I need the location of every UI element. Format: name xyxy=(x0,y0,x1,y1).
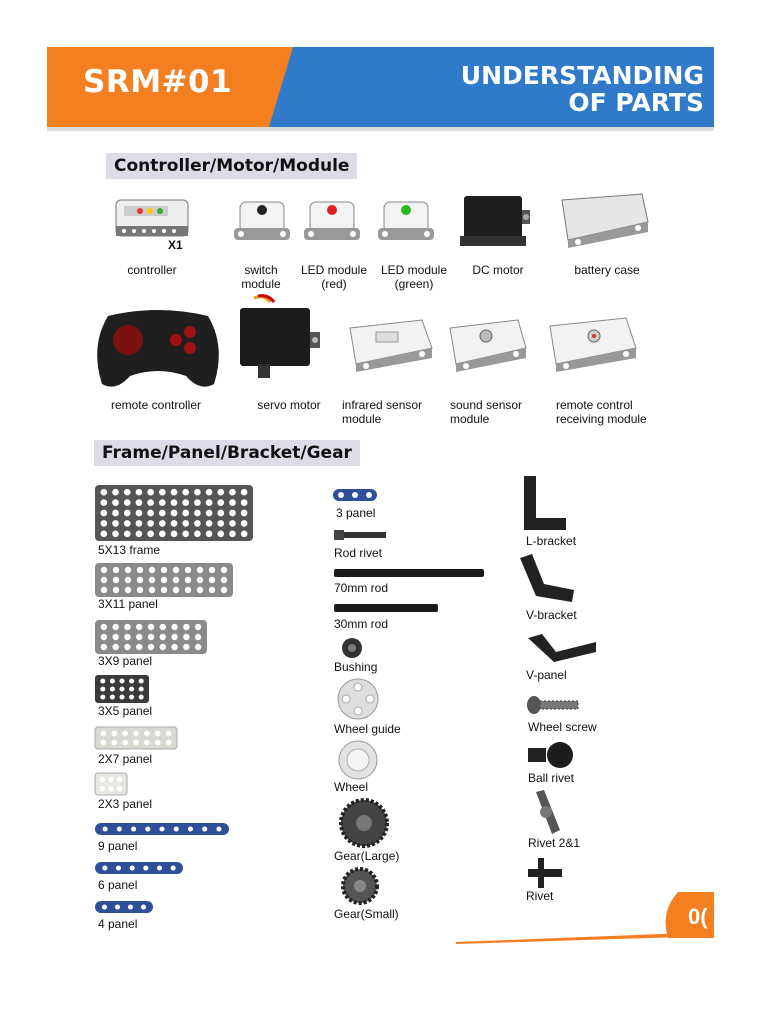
part-label: 9 panel xyxy=(98,839,138,853)
rod-rivet-image xyxy=(334,528,390,542)
gear-small-image xyxy=(340,866,380,906)
panel-hole xyxy=(161,567,167,573)
panel-hole xyxy=(182,510,189,517)
panel-hole xyxy=(128,904,133,909)
label-line: remote control xyxy=(556,398,633,412)
panel-hole xyxy=(124,520,131,527)
panel-hole xyxy=(194,530,201,537)
panel-hole xyxy=(112,624,118,630)
panel-hole xyxy=(101,740,107,746)
part-label: 3X9 panel xyxy=(98,654,153,668)
frame-5x13-image xyxy=(94,484,254,542)
panel-hole xyxy=(182,530,189,537)
panel-hole xyxy=(206,510,213,517)
panel-hole xyxy=(139,678,144,683)
panel-hole xyxy=(182,520,189,527)
panel-hole xyxy=(101,567,107,573)
led-module-red-label xyxy=(297,263,371,291)
part-label: Ball rivet xyxy=(528,771,575,785)
panel-hole xyxy=(194,499,201,506)
panel-hole xyxy=(101,520,108,527)
panel-hole xyxy=(155,740,161,746)
panel-hole xyxy=(173,577,179,583)
lesson-code: SRM#01 xyxy=(83,64,233,100)
panel-hole xyxy=(174,826,179,831)
panel-hole xyxy=(124,644,130,650)
panel-hole xyxy=(241,520,248,527)
panel-3-image xyxy=(332,488,378,502)
panel-hole xyxy=(149,567,155,573)
part-label: Rivet 2&1 xyxy=(528,836,581,850)
part-label: 2X7 panel xyxy=(98,752,153,766)
panel-hole xyxy=(209,577,215,583)
panel-hole xyxy=(229,530,236,537)
panel-hole xyxy=(194,510,201,517)
panel-hole xyxy=(101,530,108,537)
servo-motor-image xyxy=(234,294,330,384)
panel-hole xyxy=(149,577,155,583)
panel-hole xyxy=(217,499,224,506)
part-label: 2X3 panel xyxy=(98,797,153,811)
panel-hole xyxy=(145,826,150,831)
panel-hole xyxy=(160,644,166,650)
v-panel-image xyxy=(526,632,598,664)
panel-hole xyxy=(195,624,201,630)
panel-hole xyxy=(217,510,224,517)
panel-hole xyxy=(221,577,227,583)
panel-hole xyxy=(183,624,189,630)
panel-hole xyxy=(159,499,166,506)
panel-hole xyxy=(217,530,224,537)
panel-hole xyxy=(112,489,119,496)
panel-hole xyxy=(133,740,139,746)
panel-hole xyxy=(119,694,124,699)
panel-hole xyxy=(241,530,248,537)
panel-hole xyxy=(139,694,144,699)
panel-hole xyxy=(159,489,166,496)
panel-hole xyxy=(101,624,107,630)
panel-hole xyxy=(110,686,115,691)
panel-hole xyxy=(171,530,178,537)
rivet-2and1-image xyxy=(530,790,564,836)
battery-case-image xyxy=(548,192,652,250)
remote-controller-image xyxy=(90,306,226,392)
panel-3x5-image xyxy=(94,674,150,704)
part-label: Rod rivet xyxy=(334,546,383,560)
switch-module-image xyxy=(232,198,292,244)
part-label: Bushing xyxy=(334,660,378,674)
part-label: 3X5 panel xyxy=(98,704,153,718)
panel-hole xyxy=(115,904,120,909)
panel-hole xyxy=(101,587,107,593)
panel-2x7-image xyxy=(94,726,178,750)
label-line: LED module xyxy=(380,263,448,277)
part-label: 3X11 panel xyxy=(98,597,158,611)
panel-hole xyxy=(101,499,108,506)
panel-hole xyxy=(229,510,236,517)
wheel-screw-image xyxy=(526,694,582,716)
panel-hole xyxy=(229,499,236,506)
panel-hole xyxy=(137,577,143,583)
label-line: module xyxy=(241,277,281,291)
infrared-sensor-module-label xyxy=(342,398,442,426)
panel-hole xyxy=(117,786,123,792)
panel-hole xyxy=(221,587,227,593)
panel-hole xyxy=(136,644,142,650)
panel-hole xyxy=(147,530,154,537)
panel-hole xyxy=(194,520,201,527)
panel-hole xyxy=(125,567,131,573)
panel-hole xyxy=(197,577,203,583)
panel-hole xyxy=(110,694,115,699)
panel-hole xyxy=(112,510,119,517)
panel-hole xyxy=(119,678,124,683)
panel-hole xyxy=(241,489,248,496)
panel-hole xyxy=(124,634,130,640)
panel-hole xyxy=(112,634,118,640)
panel-hole xyxy=(124,530,131,537)
part-label: 4 panel xyxy=(98,917,138,931)
panel-hole xyxy=(185,567,191,573)
panel-hole xyxy=(125,577,131,583)
label-line: sound sensor xyxy=(450,398,523,412)
panel-hole xyxy=(101,634,107,640)
panel-hole xyxy=(131,826,136,831)
panel-hole xyxy=(221,567,227,573)
label-line: (green) xyxy=(394,277,434,291)
panel-hole xyxy=(101,510,108,517)
panel-hole xyxy=(171,624,177,630)
panel-hole xyxy=(241,510,248,517)
ball-rivet-image xyxy=(528,740,574,770)
panel-hole xyxy=(216,826,221,831)
panel-hole xyxy=(144,731,150,737)
panel-hole xyxy=(119,686,124,691)
part-label: 3 panel xyxy=(336,506,376,520)
wheel-guide-image xyxy=(336,678,380,720)
label-line: module xyxy=(342,412,382,426)
panel-hole xyxy=(202,826,207,831)
header-banner xyxy=(47,47,714,127)
panel-hole xyxy=(147,520,154,527)
panel-hole xyxy=(112,499,119,506)
panel-hole xyxy=(100,686,105,691)
part-label: Gear(Large) xyxy=(334,849,400,863)
panel-hole xyxy=(206,530,213,537)
remote-receiving-module-image xyxy=(544,312,642,376)
panel-hole xyxy=(159,510,166,517)
panel-hole xyxy=(160,624,166,630)
panel-hole xyxy=(136,634,142,640)
panel-hole xyxy=(112,520,119,527)
panel-hole xyxy=(241,499,248,506)
panel-hole xyxy=(111,731,117,737)
panel-hole xyxy=(133,731,139,737)
panel-hole xyxy=(136,489,143,496)
part-label: Wheel screw xyxy=(528,720,597,734)
panel-hole xyxy=(124,624,130,630)
panel-hole xyxy=(124,489,131,496)
panel-hole xyxy=(197,567,203,573)
rivet-image xyxy=(528,858,562,888)
panel-hole xyxy=(147,489,154,496)
panel-hole xyxy=(113,587,119,593)
panel-3x11-image xyxy=(94,562,234,598)
panel-hole xyxy=(182,499,189,506)
panel-hole xyxy=(116,865,121,870)
panel-hole xyxy=(122,731,128,737)
panel-hole xyxy=(125,587,131,593)
gear-large-image xyxy=(336,798,392,848)
panel-4-image xyxy=(94,900,154,914)
panel-hole xyxy=(185,587,191,593)
label-line: receiving module xyxy=(556,412,647,426)
panel-hole xyxy=(229,489,236,496)
part-label: 5X13 frame xyxy=(98,543,161,557)
panel-hole xyxy=(155,731,161,737)
battery-case-label: battery case xyxy=(574,263,640,277)
led-module-red-image xyxy=(302,198,362,244)
panel-hole xyxy=(101,644,107,650)
panel-hole xyxy=(112,644,118,650)
part-label: 30mm rod xyxy=(334,617,389,631)
panel-hole xyxy=(195,644,201,650)
part-label: 70mm rod xyxy=(334,581,389,595)
panel-hole xyxy=(159,530,166,537)
panel-hole xyxy=(209,567,215,573)
panel-hole xyxy=(113,567,119,573)
panel-hole xyxy=(171,510,178,517)
part-label: V-panel xyxy=(526,668,567,682)
panel-hole xyxy=(102,904,107,909)
page-title xyxy=(461,62,704,116)
panel-hole xyxy=(100,786,106,792)
rod-30mm-image xyxy=(334,603,438,613)
panel-hole xyxy=(171,865,176,870)
part-label: Wheel guide xyxy=(334,722,401,736)
panel-hole xyxy=(194,489,201,496)
panel-9-image xyxy=(94,822,230,836)
led-module-green-label xyxy=(376,263,452,291)
led-module-green-image xyxy=(376,198,436,244)
panel-hole xyxy=(102,865,107,870)
label-line: infrared sensor xyxy=(342,398,423,412)
panel-hole xyxy=(171,644,177,650)
panel-hole xyxy=(185,577,191,583)
panel-hole xyxy=(129,678,134,683)
title-line-2: OF PARTS xyxy=(568,88,704,117)
panel-hole xyxy=(100,678,105,683)
panel-hole xyxy=(171,499,178,506)
panel-hole xyxy=(108,777,114,783)
panel-hole xyxy=(159,520,166,527)
panel-6-image xyxy=(94,861,184,875)
panel-hole xyxy=(148,624,154,630)
panel-hole xyxy=(139,686,144,691)
section-title-controllers: Controller/Motor/Module xyxy=(106,153,357,179)
panel-hole xyxy=(147,499,154,506)
servo-motor-label: servo motor xyxy=(257,398,321,412)
page-number: 0( xyxy=(688,904,708,929)
panel-hole xyxy=(113,577,119,583)
panel-hole xyxy=(195,634,201,640)
panel-hole xyxy=(183,634,189,640)
panel-hole xyxy=(136,624,142,630)
switch-module-label xyxy=(226,263,296,291)
section-title-frames: Frame/Panel/Bracket/Gear xyxy=(94,440,360,466)
title-line-1: UNDERSTANDING xyxy=(460,61,704,90)
panel-hole xyxy=(171,520,178,527)
panel-hole xyxy=(173,567,179,573)
rod-70mm-image xyxy=(334,568,484,578)
panel-hole xyxy=(136,499,143,506)
panel-hole xyxy=(103,826,108,831)
panel-hole xyxy=(206,499,213,506)
panel-hole xyxy=(143,865,148,870)
v-bracket-image xyxy=(518,554,576,604)
remote-controller-label: remote controller xyxy=(110,398,202,412)
label-line: module xyxy=(450,412,490,426)
panel-hole xyxy=(166,731,172,737)
panel-hole xyxy=(117,826,122,831)
panel-hole xyxy=(110,678,115,683)
panel-hole xyxy=(171,489,178,496)
panel-hole xyxy=(209,587,215,593)
panel-hole xyxy=(217,520,224,527)
panel-hole xyxy=(206,489,213,496)
part-label: Rivet xyxy=(526,889,554,903)
panel-hole xyxy=(111,740,117,746)
panel-hole xyxy=(149,587,155,593)
panel-hole xyxy=(136,520,143,527)
controller-qty: X1 xyxy=(168,238,183,252)
panel-hole xyxy=(173,587,179,593)
panel-hole xyxy=(112,530,119,537)
infrared-sensor-module-image xyxy=(342,314,438,374)
l-bracket-image xyxy=(522,474,568,532)
panel-hole xyxy=(197,587,203,593)
sound-sensor-module-label xyxy=(450,398,546,426)
panel-hole xyxy=(217,489,224,496)
panel-hole xyxy=(161,577,167,583)
sound-sensor-module-image xyxy=(444,314,532,374)
bushing-image xyxy=(340,637,364,659)
panel-hole xyxy=(137,587,143,593)
banner-shadow xyxy=(47,127,714,131)
panel-3x9-image xyxy=(94,619,208,655)
panel-hole xyxy=(157,865,162,870)
panel-hole xyxy=(136,510,143,517)
part-label: L-bracket xyxy=(526,534,577,548)
label-line: switch xyxy=(244,263,278,277)
panel-hole xyxy=(101,577,107,583)
panel-hole xyxy=(129,686,134,691)
panel-hole xyxy=(108,786,114,792)
panel-hole xyxy=(148,644,154,650)
part-label: Wheel xyxy=(334,780,369,794)
panel-hole xyxy=(124,510,131,517)
panel-hole xyxy=(161,587,167,593)
panel-hole xyxy=(159,826,164,831)
panel-hole xyxy=(117,777,123,783)
panel-hole xyxy=(136,530,143,537)
dc-motor-label: DC motor xyxy=(472,263,524,277)
panel-hole xyxy=(206,520,213,527)
panel-hole xyxy=(147,510,154,517)
part-label: V-bracket xyxy=(526,608,577,622)
controller-label: controller xyxy=(127,263,177,277)
panel-hole xyxy=(141,904,146,909)
panel-hole xyxy=(229,520,236,527)
panel-hole xyxy=(137,567,143,573)
panel-hole xyxy=(144,740,150,746)
dc-motor-image xyxy=(458,190,534,252)
controller-image xyxy=(112,192,192,244)
panel-hole xyxy=(182,489,189,496)
panel-hole xyxy=(148,634,154,640)
panel-hole xyxy=(183,644,189,650)
part-label: 6 panel xyxy=(98,878,138,892)
panel-hole xyxy=(171,634,177,640)
panel-2x3-image xyxy=(94,772,128,796)
panel-hole xyxy=(188,826,193,831)
panel-hole xyxy=(160,634,166,640)
panel-hole xyxy=(166,740,172,746)
panel-hole xyxy=(100,777,106,783)
footer-orange-stripe xyxy=(456,892,714,944)
label-line: LED module xyxy=(300,263,368,277)
panel-hole xyxy=(130,865,135,870)
panel-hole xyxy=(101,489,108,496)
label-line: (red) xyxy=(321,277,347,291)
panel-hole xyxy=(101,731,107,737)
part-label: Gear(Small) xyxy=(334,907,399,921)
panel-hole xyxy=(122,740,128,746)
panel-hole xyxy=(129,694,134,699)
remote-receiving-module-label xyxy=(556,398,676,426)
wheel-image xyxy=(336,740,380,780)
panel-hole xyxy=(100,694,105,699)
panel-hole xyxy=(124,499,131,506)
